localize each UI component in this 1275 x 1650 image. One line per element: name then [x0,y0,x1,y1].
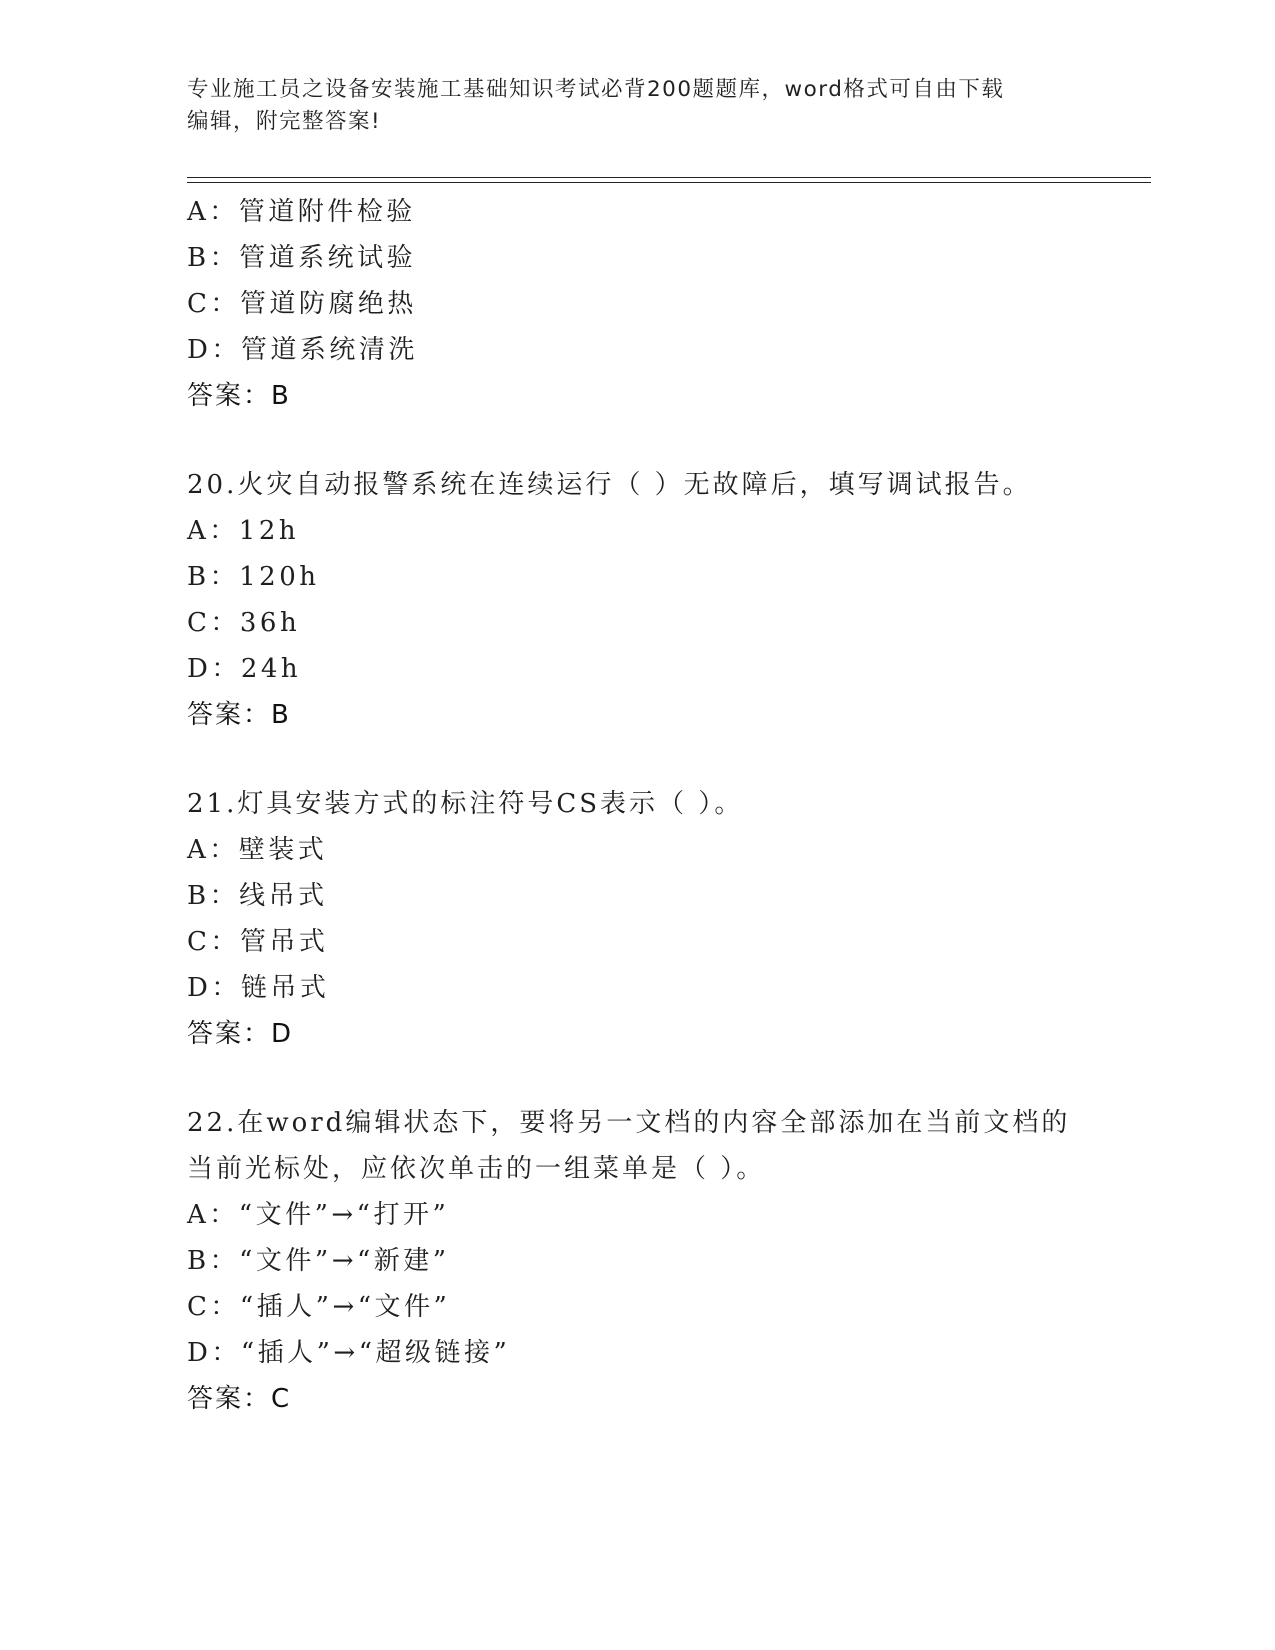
answer-line: 答案：B [187,381,291,411]
question-list [187,189,1087,1422]
question-21 [187,781,1087,1057]
header-title-line-1: 专业施工员之设备安装施工基础知识考试必背200题题库，word格式可自由下载 [187,77,1005,102]
header-divider-top [187,177,1151,178]
option-c: C：36h [187,608,301,638]
option-d: D：24h [187,654,302,684]
option-b: B：线吊式 [187,881,328,911]
question-text-line-1: 22.在word编辑状态下，要将另一文档的内容全部添加在当前文档的 [187,1108,1071,1138]
question-text-line-2: 当前光标处，应依次单击的一组菜单是（ ）。 [187,1154,766,1184]
option-b: B：管道系统试验 [187,243,417,273]
option-b: B：“文件”→“新建” [187,1246,450,1276]
question-text: 20.火灾自动报警系统在连续运行（ ）无故障后，填写调试报告。 [187,470,1032,500]
question-19 [187,189,1087,419]
answer-line: 答案：C [187,1384,292,1414]
document-header [187,74,1077,138]
header-title-line-2: 编辑，附完整答案! [187,109,382,134]
option-a: A：管道附件检验 [187,197,416,227]
header-divider-bottom [187,182,1151,183]
option-c: C：管道防腐绝热 [187,289,417,319]
option-c: C：“插人”→“文件” [187,1292,451,1322]
option-a: A：“文件”→“打开” [187,1200,450,1230]
option-a: A：12h [187,516,300,546]
option-d: D：管道系统清洗 [187,335,418,365]
option-d: D：“插人”→“超级链接” [187,1338,511,1368]
question-text: 21.灯具安装方式的标注符号CS表示（ ）。 [187,789,744,819]
question-22 [187,1100,1087,1422]
option-d: D：链吊式 [187,973,330,1003]
option-c: C：管吊式 [187,927,329,957]
spacer [187,419,1087,462]
option-b: B：120h [187,562,320,592]
option-a: A：壁装式 [187,835,328,865]
answer-line: 答案：B [187,700,291,730]
spacer [187,1057,1087,1100]
spacer [187,738,1087,781]
answer-line: 答案：D [187,1019,294,1049]
question-20 [187,462,1087,738]
